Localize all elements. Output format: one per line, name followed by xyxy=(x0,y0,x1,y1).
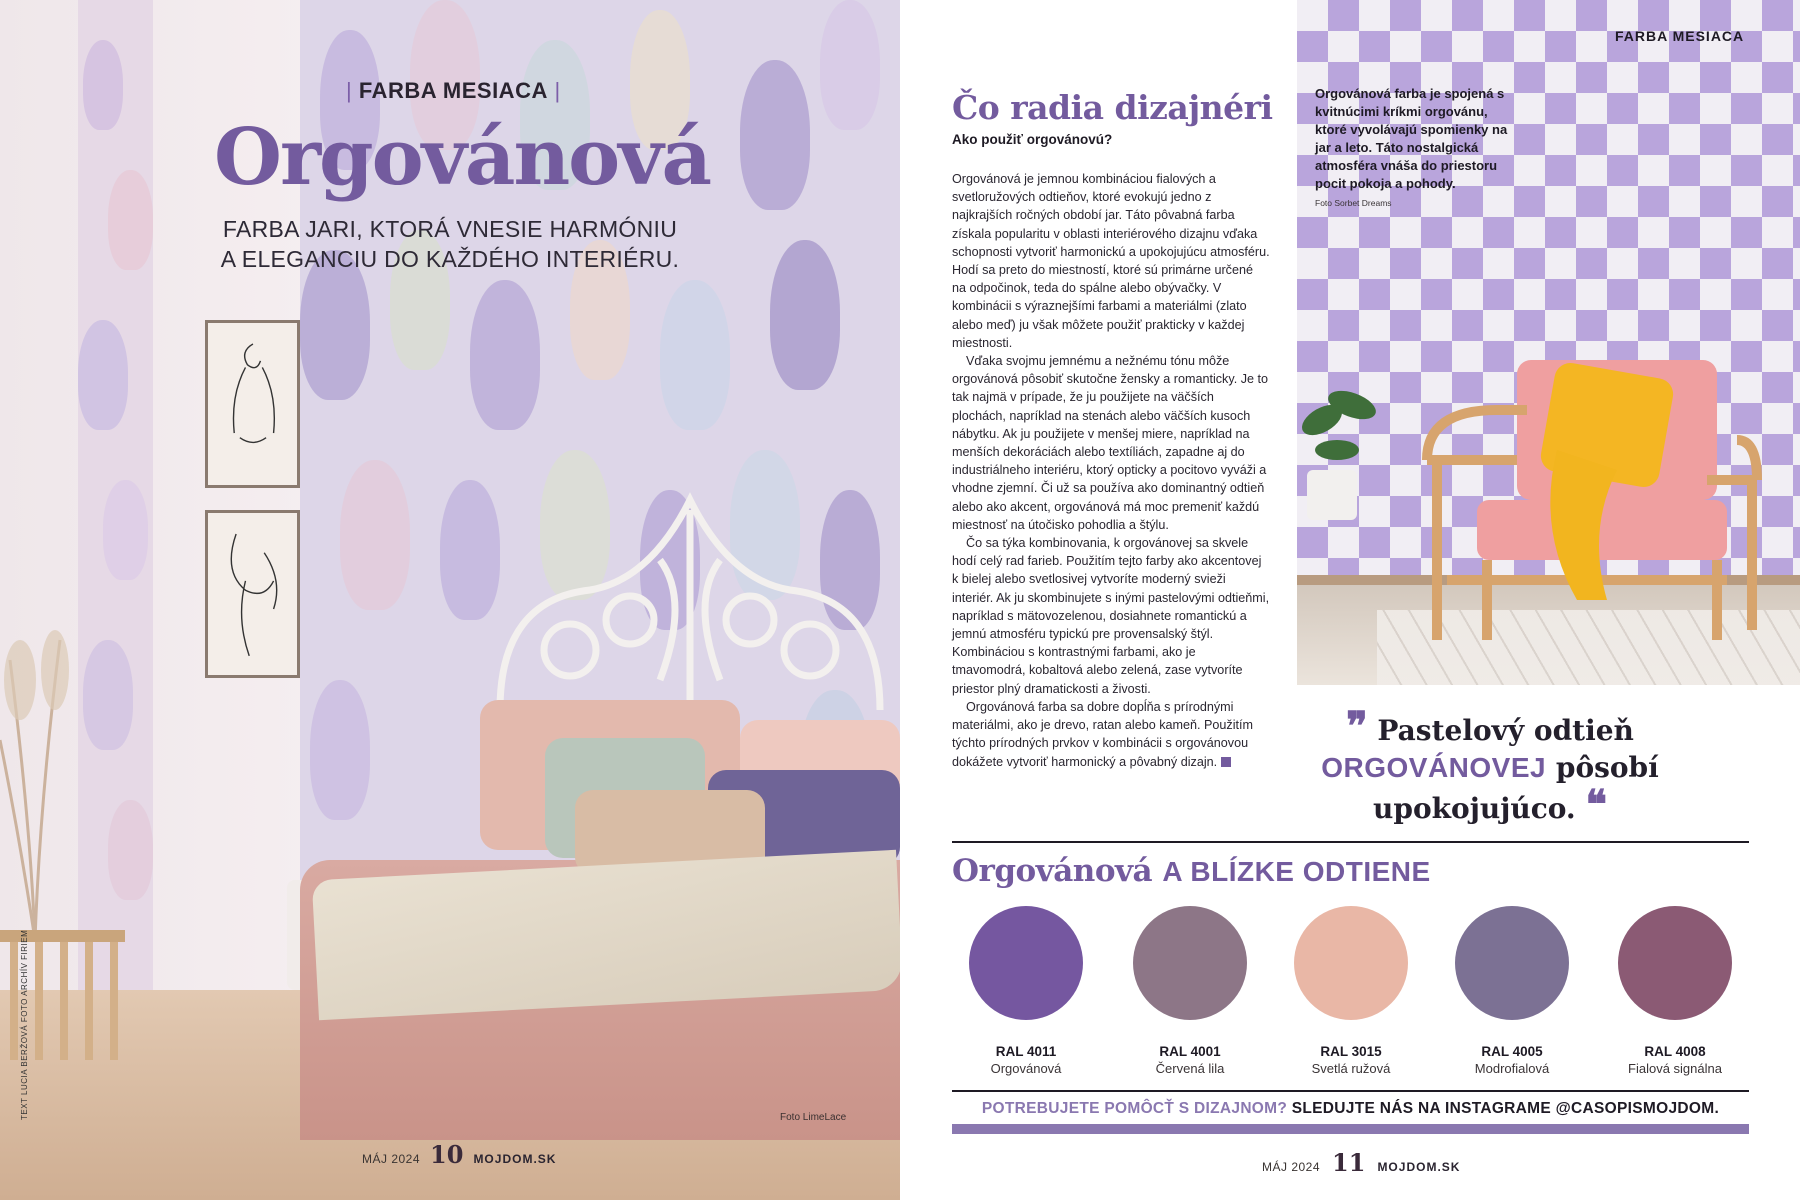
article-body xyxy=(952,170,1270,771)
paragraph-text: Orgovánová farba sa dobre dopĺňa s prírodnými materiálmi, ako je drevo, ratan alebo kameň. Použitím týchto prírodných prvkov v kombinácii s orgovánovou dokážete vytvoriť harmonický a pôvabný dizajn. xyxy=(952,699,1253,769)
section-question: Ako použiť orgovánovú? xyxy=(952,132,1113,147)
swatch-code: RAL 3015 xyxy=(1320,1044,1382,1059)
photo-credit-right: Foto Sorbet Dreams xyxy=(1315,198,1392,208)
folio-right xyxy=(1262,1148,1460,1177)
swatch-ral-4005 xyxy=(1455,906,1569,1076)
armchair-image xyxy=(1407,350,1767,650)
shades-title-serif: Orgovánová xyxy=(952,853,1153,889)
bed-headboard-image xyxy=(480,470,900,730)
color-swatch-circle xyxy=(1294,906,1408,1020)
swatch-ral-3015 xyxy=(1294,906,1408,1076)
pampas-vase-image xyxy=(0,620,70,940)
swatch-code: RAL 4005 xyxy=(1481,1044,1543,1059)
quote-part-1: Pastelový odtieň xyxy=(1377,714,1634,747)
swatch-code: RAL 4008 xyxy=(1644,1044,1706,1059)
swatch-name: Orgovánová xyxy=(990,1061,1062,1076)
color-swatch-circle xyxy=(1133,906,1247,1020)
promo-instagram-handle[interactable]: SLEDUJTE NÁS NA INSTAGRAME @CASOPISMOJDOM. xyxy=(1291,1100,1720,1117)
left-kicker: | FARBA MESIACA | xyxy=(346,78,561,103)
section-heading: Čo radia dizajnéri xyxy=(952,88,1273,127)
swatch-name: Fialová signálna xyxy=(1628,1061,1722,1076)
swatch-name: Červená lila xyxy=(1155,1061,1225,1076)
quote-part-3: upokojujúco. xyxy=(1373,792,1576,825)
swatch-code: RAL 4011 xyxy=(995,1044,1057,1059)
color-swatch-circle xyxy=(969,906,1083,1020)
wall-art-frame-bottom xyxy=(205,510,300,678)
swatch-name: Modrofialová xyxy=(1474,1061,1550,1076)
paragraph: Orgovánová je jemnou kombináciou fialových a svetloružových odtieňov, ktoré evokujú jedno z najkrajších ročných období jar. Táto pôvabná farba získala popularitu v oblasti interiérového dizajnu vďaka schopnosti vytvoriť harmonickú a upokojujúcu atmosféru. Hodí sa preto do miestností, ktoré sú primárne určené na odpočinok, teda do spálne alebo obývačky. V kombinácii s výraznejšími farbami a materiálmi (zlato alebo meď) ju však môžete použiť prakticky v každej miestnosti. xyxy=(952,172,1270,350)
quote-highlight: ORGOVÁNOVEJ xyxy=(1321,752,1547,783)
color-swatch-circle xyxy=(1455,906,1569,1020)
plant-image xyxy=(1297,360,1397,520)
page-subtitle xyxy=(200,214,700,274)
wooden-bench-image xyxy=(0,930,125,1060)
subtitle-line-1: FARBA JARI, KTORÁ VNESIE HARMÓNIU xyxy=(222,216,678,242)
promo-question: POTREBUJETE POMÔCŤ S DIZAJNOM? xyxy=(981,1100,1288,1117)
page-title: Orgovánová xyxy=(214,112,711,203)
right-page xyxy=(900,0,1800,1200)
pull-quote xyxy=(1295,703,1685,828)
swatch-ral-4001 xyxy=(1133,906,1247,1076)
photo-caption: Orgovánová farba je spojená s kvitnúcimi kríkmi orgovánu, ktoré vyvolávajú spomienky na jar a leto. Táto nostalgická atmosféra vnáša do priestoru pocit pokoja a pohody. xyxy=(1315,86,1508,191)
folio-month: MÁJ 2024 xyxy=(1262,1160,1321,1174)
swatch-ral-4011 xyxy=(969,906,1083,1076)
divider-top xyxy=(952,841,1749,843)
folio-site: MOJDOM.SK xyxy=(473,1152,557,1166)
page-number: 11 xyxy=(1332,1148,1366,1177)
author-credit: TEXT LUCIA BERŽOVÁ FOTO ARCHÍV FIRIEM xyxy=(20,929,29,1120)
shades-title xyxy=(952,853,1431,889)
accent-bar xyxy=(952,1124,1749,1134)
wallpaper-strip-image xyxy=(78,0,153,1000)
quote-part-2: pôsobí xyxy=(1555,751,1659,784)
page-number: 10 xyxy=(430,1140,464,1169)
folio-left xyxy=(362,1140,556,1169)
swatch-ral-4008 xyxy=(1618,906,1732,1076)
paragraph-last xyxy=(952,698,1270,771)
divider-bottom xyxy=(952,1090,1749,1092)
color-swatch-circle xyxy=(1618,906,1732,1020)
photo-credit-left: Foto LimeLace xyxy=(780,1112,847,1123)
paragraph: Vďaka svojmu jemnému a nežnému tónu môže orgovánová pôsobiť skutočne žensky a romanticky. Je to tak najmä v prípade, že ju použijete na väčších plochách, napríklad na stenách alebo väčších kusoch nábytku. Ak ju použijete v menšej miere, napríklad na menších dekoráciách alebo textíliách, zapadne aj do industriálneho interiéru, ktorý opticky a pocitovo vyváži a vhodne zjemní. Či už sa používa ako dominantný odtieň alebo ako akcent, orgovánová má moc premeniť každú miestnosť na útočisko pohodlia a štýlu. xyxy=(952,354,1268,532)
close-quote-icon: ❝ xyxy=(1585,781,1607,828)
paragraph: Čo sa týka kombinovania, k orgovánovej sa skvele hodí celý rad farieb. Použitím tejto farby ako akcentovej k bielej alebo svetlosivej vytvoríte moderný svieži interiér. Ak ju skombinujete s inými pastelovými odtieňmi, napríklad s mätovozelenou, dosiahnete romantickú a jemnú atmosféru typickú pre provensalský štýl. Kombináciou s kontrastnými farbami, ako je tmavomodrá, kobaltová alebo zelená, zase vytvoríte priestor plný dramatickosti a živosti. xyxy=(952,536,1270,696)
subtitle-line-2: A ELEGANCIU DO KAŽDÉHO INTERIÉRU. xyxy=(220,246,680,272)
right-kicker: FARBA MESIACA xyxy=(1615,28,1745,44)
swatch-name: Svetlá ružová xyxy=(1311,1061,1391,1076)
instagram-promo xyxy=(952,1100,1749,1118)
wall-art-frame-top xyxy=(205,320,300,488)
end-mark-icon xyxy=(1221,757,1231,767)
shades-title-sans: A BLÍZKE ODTIENE xyxy=(1162,856,1431,887)
swatch-code: RAL 4001 xyxy=(1159,1044,1221,1059)
folio-month: MÁJ 2024 xyxy=(362,1152,421,1166)
folio-site: MOJDOM.SK xyxy=(1377,1160,1461,1174)
open-quote-icon: ❞ xyxy=(1346,703,1368,750)
